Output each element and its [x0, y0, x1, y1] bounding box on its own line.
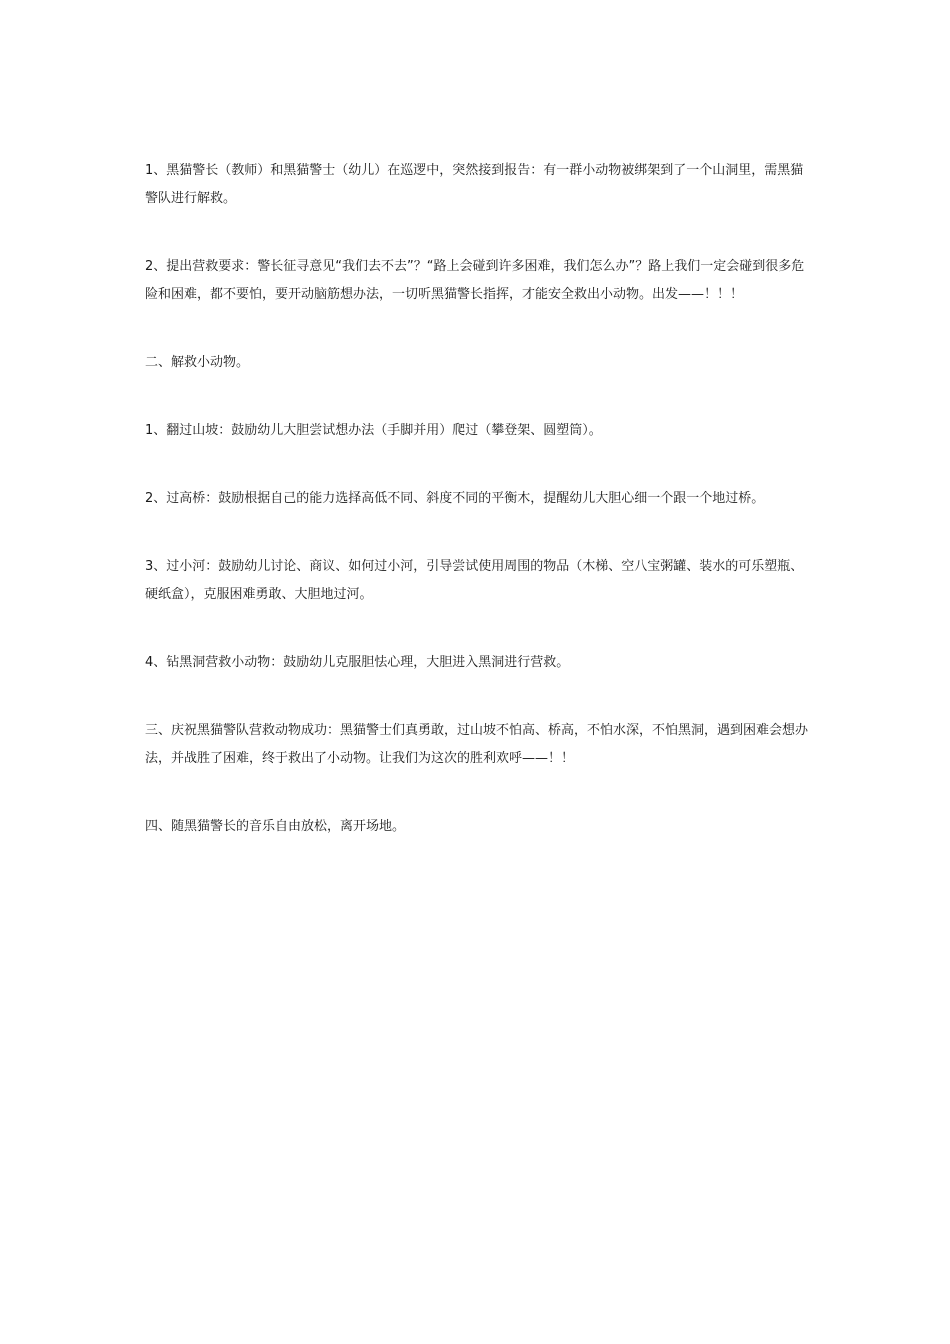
paragraph-spacer: [145, 609, 810, 649]
paragraph-climb-hill: 1、翻过山坡：鼓励幼儿大胆尝试想办法（手脚并用）爬过（攀登架、圆塑筒）。: [145, 423, 602, 438]
paragraph-rescue-report: 1、黑猫警长（教师）和黑猫警士（幼儿）在巡逻中，突然接到报告：有一群小动物被绑架到了一个山洞里，需黑猫警队进行解救。: [145, 163, 804, 206]
paragraph-cross-bridge: 2、过高桥：鼓励根据自己的能力选择高低不同、斜度不同的平衡木，提醒幼儿大胆心细一个跟一个地过桥。: [145, 491, 765, 506]
paragraph-relax: 四、随黑猫警长的音乐自由放松，离开场地。: [145, 819, 406, 834]
paragraph-spacer: [145, 445, 810, 485]
paragraph-spacer: [145, 677, 810, 717]
document-page: [145, 157, 810, 841]
paragraph-spacer: [145, 377, 810, 417]
paragraph-spacer: [145, 773, 810, 813]
paragraph-spacer: [145, 309, 810, 349]
section-heading-rescue: 二、解救小动物。: [145, 355, 250, 370]
paragraph-cross-river: 3、过小河：鼓励幼儿讨论、商议、如何过小河，引导尝试使用周围的物品（木梯、空八宝粥罐、装水的可乐塑瓶、硬纸盒），克服困难勇敢、大胆地过河。: [145, 559, 804, 602]
paragraph-spacer: [145, 213, 810, 253]
paragraph-rescue-requirements: 2、提出营救要求：警长征寻意见“我们去不去”？“路上会碰到许多困难，我们怎么办”？路上我们一定会碰到很多危险和困难，都不要怕，要开动脑筋想办法，一切听黑猫警长指挥，才能安全救出小动物。出发——！！！: [145, 259, 805, 302]
paragraph-celebrate: 三、庆祝黑猫警队营救动物成功：黑猫警士们真勇敢，过山坡不怕高、桥高，不怕水深，不怕黑洞，遇到困难会想办法，并战胜了困难，终于救出了小动物。让我们为这次的胜利欢呼——！！: [145, 723, 809, 766]
paragraph-enter-cave: 4、钻黑洞营救小动物：鼓励幼儿克服胆怯心理，大胆进入黑洞进行营救。: [145, 655, 570, 670]
paragraph-spacer: [145, 513, 810, 553]
